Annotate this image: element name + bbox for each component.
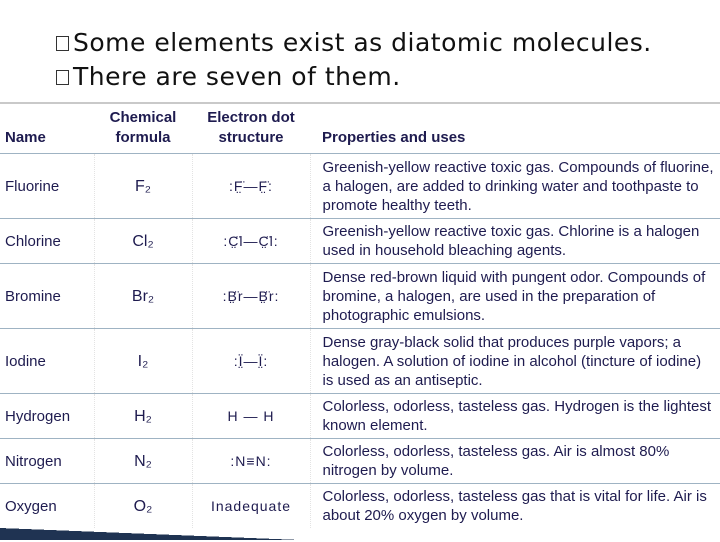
- element-properties: Greenish-yellow reactive toxic gas. Chlorine is a halogen used in household bleaching agents.: [310, 219, 720, 264]
- elements-table: [0, 104, 720, 528]
- header-name: Name: [0, 104, 94, 154]
- element-formula: O₂: [94, 484, 192, 529]
- element-properties: Dense red-brown liquid with pungent odor. Compounds of bromine, a halogen, are used in the preparation of photographic emulsions.: [310, 264, 720, 329]
- table-row: [0, 439, 720, 484]
- bullet-item: [56, 26, 652, 60]
- element-formula: N₂: [94, 439, 192, 484]
- bullet-text: There are seven of them.: [73, 62, 401, 91]
- table-row: [0, 264, 720, 329]
- element-dot-structure: Inadequate: [192, 484, 310, 529]
- element-name: Chlorine: [0, 219, 94, 264]
- element-name: Oxygen: [5, 497, 57, 515]
- table-row: [0, 154, 720, 219]
- element-dot-structure: :F̤̈—F̤̈:: [192, 154, 310, 219]
- element-formula: F₂: [94, 154, 192, 219]
- element-properties: Greenish-yellow reactive toxic gas. Compounds of fluorine, a halogen, are added to drinking water and toothpaste to promote healthy teeth.: [310, 154, 720, 219]
- table-row: [0, 219, 720, 264]
- bullet-list: [56, 26, 652, 94]
- checkbox-bullet-icon: [56, 70, 69, 85]
- element-name: Hydrogen: [0, 394, 94, 439]
- element-dot-structure: :N≡N:: [192, 439, 310, 484]
- element-formula: H₂: [94, 394, 192, 439]
- element-name: Nitrogen: [0, 439, 94, 484]
- element-dot-structure: H — H: [192, 394, 310, 439]
- header-formula: Chemical formula: [94, 104, 192, 154]
- table-header-row: [0, 104, 720, 154]
- bullet-item: [56, 60, 652, 94]
- element-dot-structure: :B̤̈r—B̤̈r:: [192, 264, 310, 329]
- element-name: Bromine: [0, 264, 94, 329]
- table-row: [0, 394, 720, 439]
- element-dot-structure: :Ï̤—Ï̤:: [192, 329, 310, 394]
- element-properties: Dense gray-black solid that produces purple vapors; a halogen. A solution of iodine in alcohol (tincture of iodine) is used as an antiseptic.: [310, 329, 720, 394]
- header-dot-structure: Electron dot structure: [192, 104, 310, 154]
- table-row: [0, 329, 720, 394]
- slide-corner-accent: [0, 528, 300, 540]
- element-formula: Br₂: [94, 264, 192, 329]
- table-row: [0, 484, 720, 529]
- bullet-text: Some elements exist as diatomic molecules.: [73, 28, 652, 57]
- element-formula: Cl₂: [94, 219, 192, 264]
- element-dot-structure: :C̤̈l—C̤̈l:: [192, 219, 310, 264]
- element-properties: Colorless, odorless, tasteless gas. Air is almost 80% nitrogen by volume.: [310, 439, 720, 484]
- element-name: Fluorine: [0, 154, 94, 219]
- element-name: Iodine: [0, 329, 94, 394]
- element-properties: Colorless, odorless, tasteless gas that is vital for life. Air is about 20% oxygen by volume.: [310, 484, 720, 529]
- header-properties: Properties and uses: [310, 104, 720, 154]
- checkbox-bullet-icon: [56, 36, 69, 51]
- element-formula: I₂: [94, 329, 192, 394]
- element-properties: Colorless, odorless, tasteless gas. Hydrogen is the lightest known element.: [310, 394, 720, 439]
- diatomic-elements-table: [0, 102, 720, 542]
